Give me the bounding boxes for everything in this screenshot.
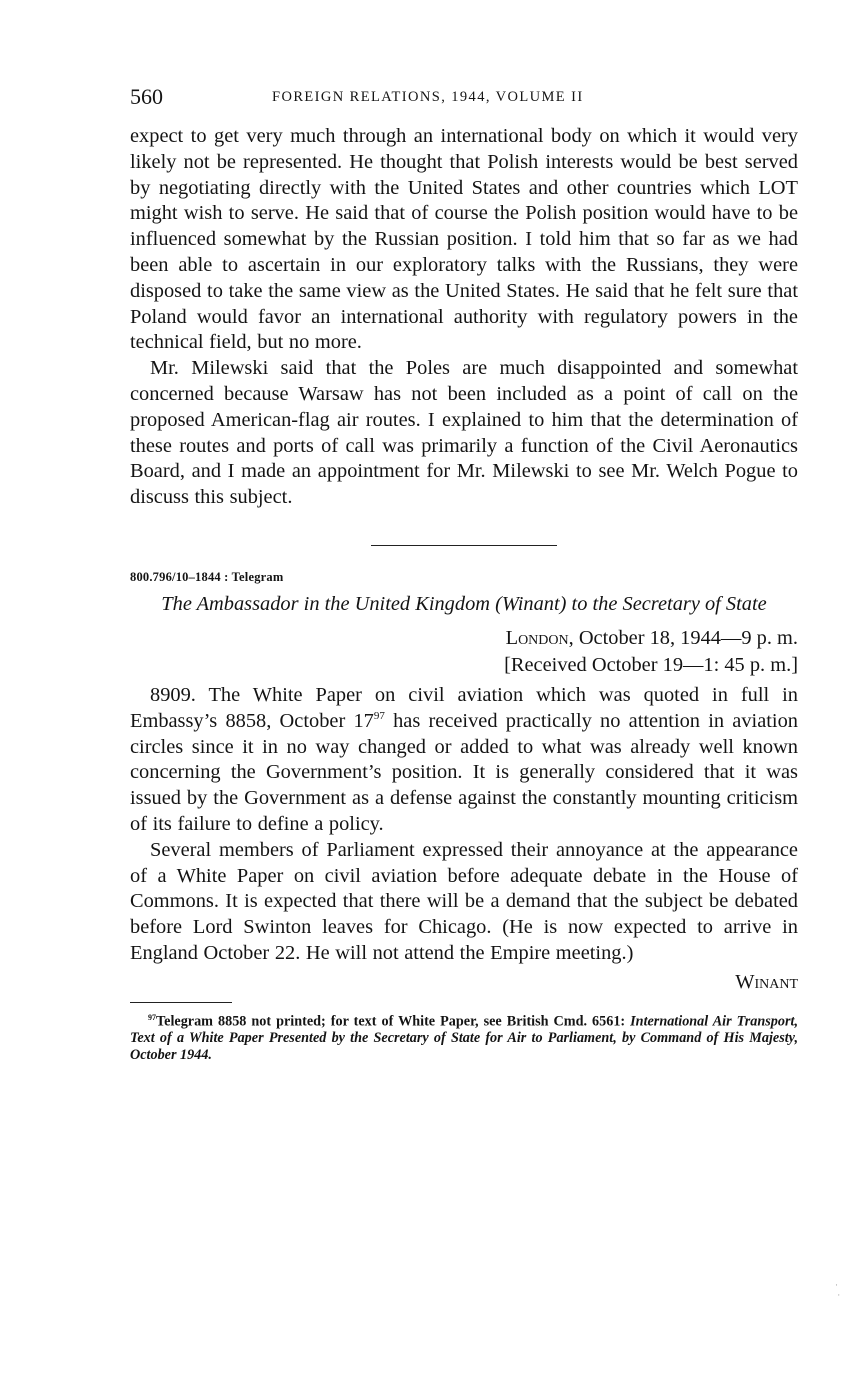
telegram-paragraph-1 bbox=[130, 683, 798, 838]
dateline-place: London bbox=[505, 626, 569, 649]
dateline-date: , October 18, 1944—9 p. m. bbox=[568, 626, 798, 649]
page-number: 560 bbox=[130, 84, 163, 109]
scan-specks: · · bbox=[835, 1280, 841, 1300]
footnote-text-b: International Air Transport, Text of a White Paper Presented by the Secretary of State for Air to Parliament, by Command of His Majesty, October 1944. bbox=[130, 1013, 798, 1064]
telegram-paragraph-2: Several members of Parliament expressed their annoyance at the appearance of a White Paper on civil aviation before adequate debate in the House of Commons. It is expected that there will be a demand that the subject be debated before Lord Swinton leaves for Chicago. (He is now expected to arrive in England October 22. He will not attend the Empire meeting.) bbox=[130, 838, 798, 964]
running-title: FOREIGN RELATIONS, 1944, VOLUME II bbox=[272, 89, 584, 105]
body-paragraph-2: Mr. Milewski said that the Poles are much disappointed and somewhat concerned because Warsaw has not been included as a point of call on the proposed American-flag air routes. I explained to him that the determination of these routes and ports of call was primarily a function of the Civil Aeronautics Board, and I made an appointment for Mr. Milewski to see Mr. Welch Pogue to discuss this subject. bbox=[130, 357, 798, 509]
document-title: The Ambassador in the United Kingdom (Winant) to the Secretary of State bbox=[161, 592, 767, 615]
section-separator bbox=[371, 545, 557, 546]
page bbox=[130, 80, 798, 1064]
file-reference: 800.796/10–1844 : Telegram bbox=[130, 569, 284, 584]
telegram-paragraph-1-text-a: 8909. The White Paper on civil aviation which was quoted in full in Embassy’s 8858, October 17 bbox=[130, 683, 798, 732]
body-paragraph-1: expect to get very much through an international body on which it would very likely not be represented. He thought that Polish interests would be best served by negotiating directly with the United States and other countries which LOT might wish to serve. He said that of course the Polish position would have to be influenced somewhat by the Russian position. I told him that so far as we had been able to ascertain in our exploratory talks with the Russians, they were disposed to take the same view as the United States. He said that he felt sure that Poland would favor an international authority with regulatory powers in the technical field, but no more. bbox=[130, 125, 798, 354]
footnote-rule bbox=[130, 1002, 232, 1003]
signature: Winant bbox=[735, 970, 798, 993]
footnote-text-a: Telegram 8858 not printed; for text of White Paper, see British Cmd. 6561: bbox=[156, 1013, 631, 1030]
dateline-received: [Received October 19—1: 45 p. m.] bbox=[504, 653, 798, 676]
footnote-reference: 97 bbox=[373, 709, 385, 722]
dateline-sent bbox=[130, 625, 798, 652]
running-head bbox=[130, 80, 798, 114]
footnote-marker: 97 bbox=[148, 1012, 156, 1022]
telegram-paragraph-1-text-b: has received practically no attention in aviation circles since it in no way changed or added to what was already well known concerning the Government’s position. It is generally considered that it was issued by the Government as a defense against the constantly mounting criticism of its failure to define a policy. bbox=[130, 709, 798, 835]
footnote bbox=[130, 1009, 798, 1065]
dateline bbox=[130, 625, 798, 679]
